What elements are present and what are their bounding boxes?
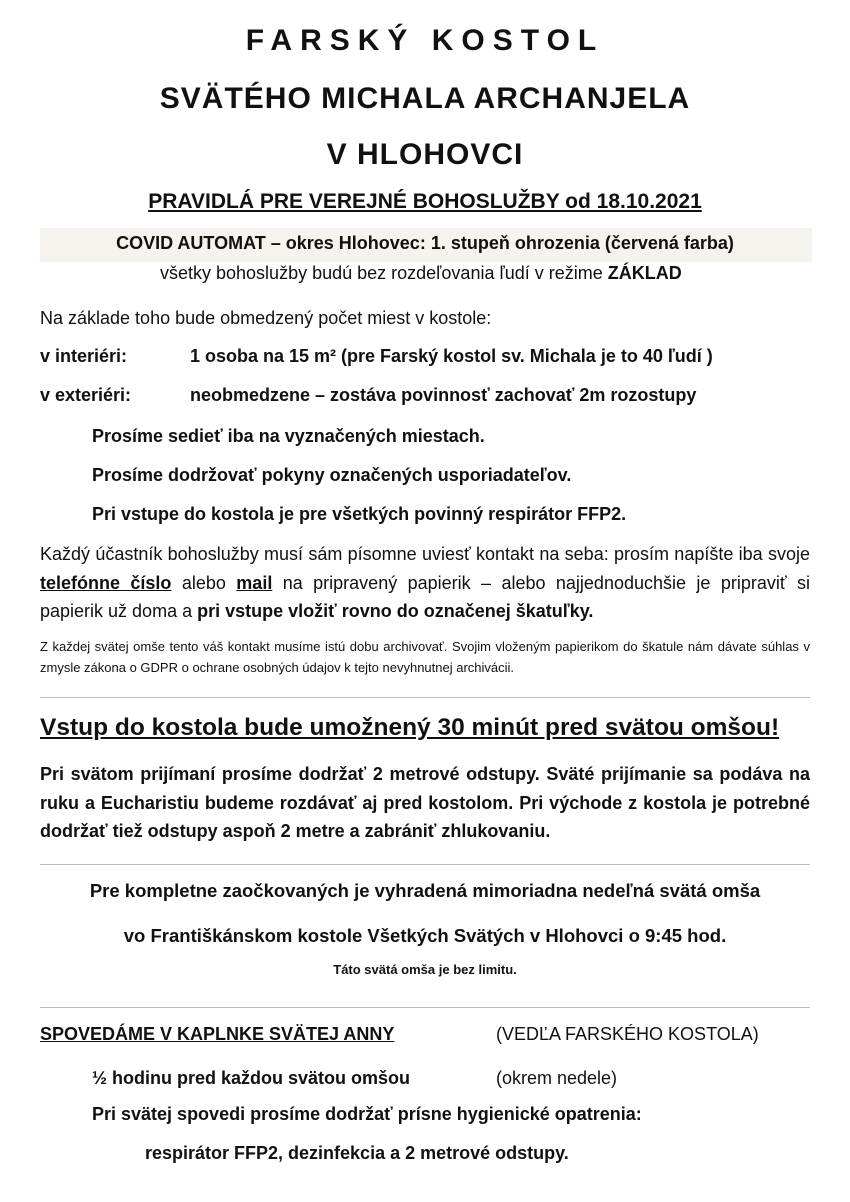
contact-mail: mail xyxy=(236,572,273,593)
church-title-line1: FARSKÝ KOSTOL xyxy=(245,24,605,57)
communion-paragraph: Pri svätom prijímaní prosíme dodržať 2 metrové odstupy. Sväté prijímanie sa podáva na ruku a Eucharistiu budeme rozdávať aj pred kostolom. Pri východe z kostola je potrebné dodržať tiež odstupy aspoň 2 metre a zabrániť zhlukovaniu. xyxy=(40,764,810,841)
entry-notice-text: Vstup do kostola bude umožnený 30 minút pred svätou omšou xyxy=(40,714,771,741)
interior-label: v interiéri: xyxy=(40,346,128,366)
vaccinated-note: Táto svätá omša je bez limitu. xyxy=(333,962,517,977)
divider xyxy=(40,1007,810,1008)
divider xyxy=(40,864,810,865)
church-title-line2: SVÄTÉHO MICHALA ARCHANJELA xyxy=(159,82,691,115)
entry-notice xyxy=(40,714,779,742)
church-title-line3: V HLOHOVCI xyxy=(326,138,524,171)
entry-notice-mark: ! xyxy=(771,714,780,741)
vaccinated-line1: Pre kompletne zaočkovaných je vyhradená mimoriadna nedeľná svätá omša xyxy=(89,880,761,901)
covid-mode-line xyxy=(160,263,682,284)
request-respirator: Pri vstupe do kostola je pre všetkých povinný respirátor FFP2. xyxy=(92,504,627,524)
contact-phone: telefónne číslo xyxy=(40,572,172,593)
divider xyxy=(40,697,810,698)
contact-text-1: Každý účastník bohoslužby musí sám písomne uviesť kontakt na seba: prosím napíšte iba svoje xyxy=(40,544,810,564)
confession-hygiene-2: respirátor FFP2, dezinfekcia a 2 metrové odstupy. xyxy=(145,1143,569,1163)
request-ushers: Prosíme dodržovať pokyny označených usporiadateľov. xyxy=(92,465,572,485)
contact-paragraph xyxy=(40,540,810,626)
vaccinated-line2: vo Františkánskom kostole Všetkých Svätých v Hlohovci o 9:45 hod. xyxy=(123,925,727,946)
contact-text-2: alebo xyxy=(171,572,237,593)
covid-mode-value: ZÁKLAD xyxy=(607,263,682,283)
confession-time: ½ hodinu pred každou svätou omšou xyxy=(92,1068,411,1088)
rules-title: PRAVIDLÁ PRE VEREJNÉ BOHOSLUŽBY od 18.10.2021 xyxy=(148,190,702,213)
confession-hygiene-1: Pri svätej spovedi prosíme dodržať prísne hygienické opatrenia: xyxy=(92,1104,642,1124)
capacity-intro: Na základe toho bude obmedzený počet miest v kostole: xyxy=(40,308,492,328)
confession-title: SPOVEDÁME V KAPLNKE SVÄTEJ ANNY xyxy=(40,1024,395,1044)
covid-automat-line: COVID AUTOMAT – okres Hlohovec: 1. stupeň ohrozenia (červená farba) xyxy=(116,233,734,253)
covid-mode-text: všetky bohoslužby budú bez rozdeľovania ľudí v režime xyxy=(160,263,608,283)
exterior-value: neobmedzene – zostáva povinnosť zachovať 2m rozostupy xyxy=(190,385,697,405)
request-seating: Prosíme sedieť iba na vyznačených miestach. xyxy=(92,426,485,446)
gdpr-note: Z každej svätej omše tento váš kontakt musíme istú dobu archivovať. Svojim vloženým papierikom do škatule nám dávate súhlas v zmysle zákona o GDPR o ochrane osobných údajov k tejto nevyhnutnej archivácii. xyxy=(40,639,810,675)
confession-time-note: (okrem nedele) xyxy=(496,1068,618,1088)
interior-value: 1 osoba na 15 m² (pre Farský kostol sv. Michala je to 40 ľudí ) xyxy=(190,346,713,366)
contact-instruction: pri vstupe vložiť rovno do označenej škatuľky. xyxy=(197,601,594,621)
confession-location: (VEDĽA FARSKÉHO KOSTOLA) xyxy=(496,1024,759,1044)
exterior-label: v exteriéri: xyxy=(40,385,132,405)
contact-text-3: na pripravený papierik – alebo najjednoduchšie je pripraviť si papierik už doma a xyxy=(40,572,811,621)
